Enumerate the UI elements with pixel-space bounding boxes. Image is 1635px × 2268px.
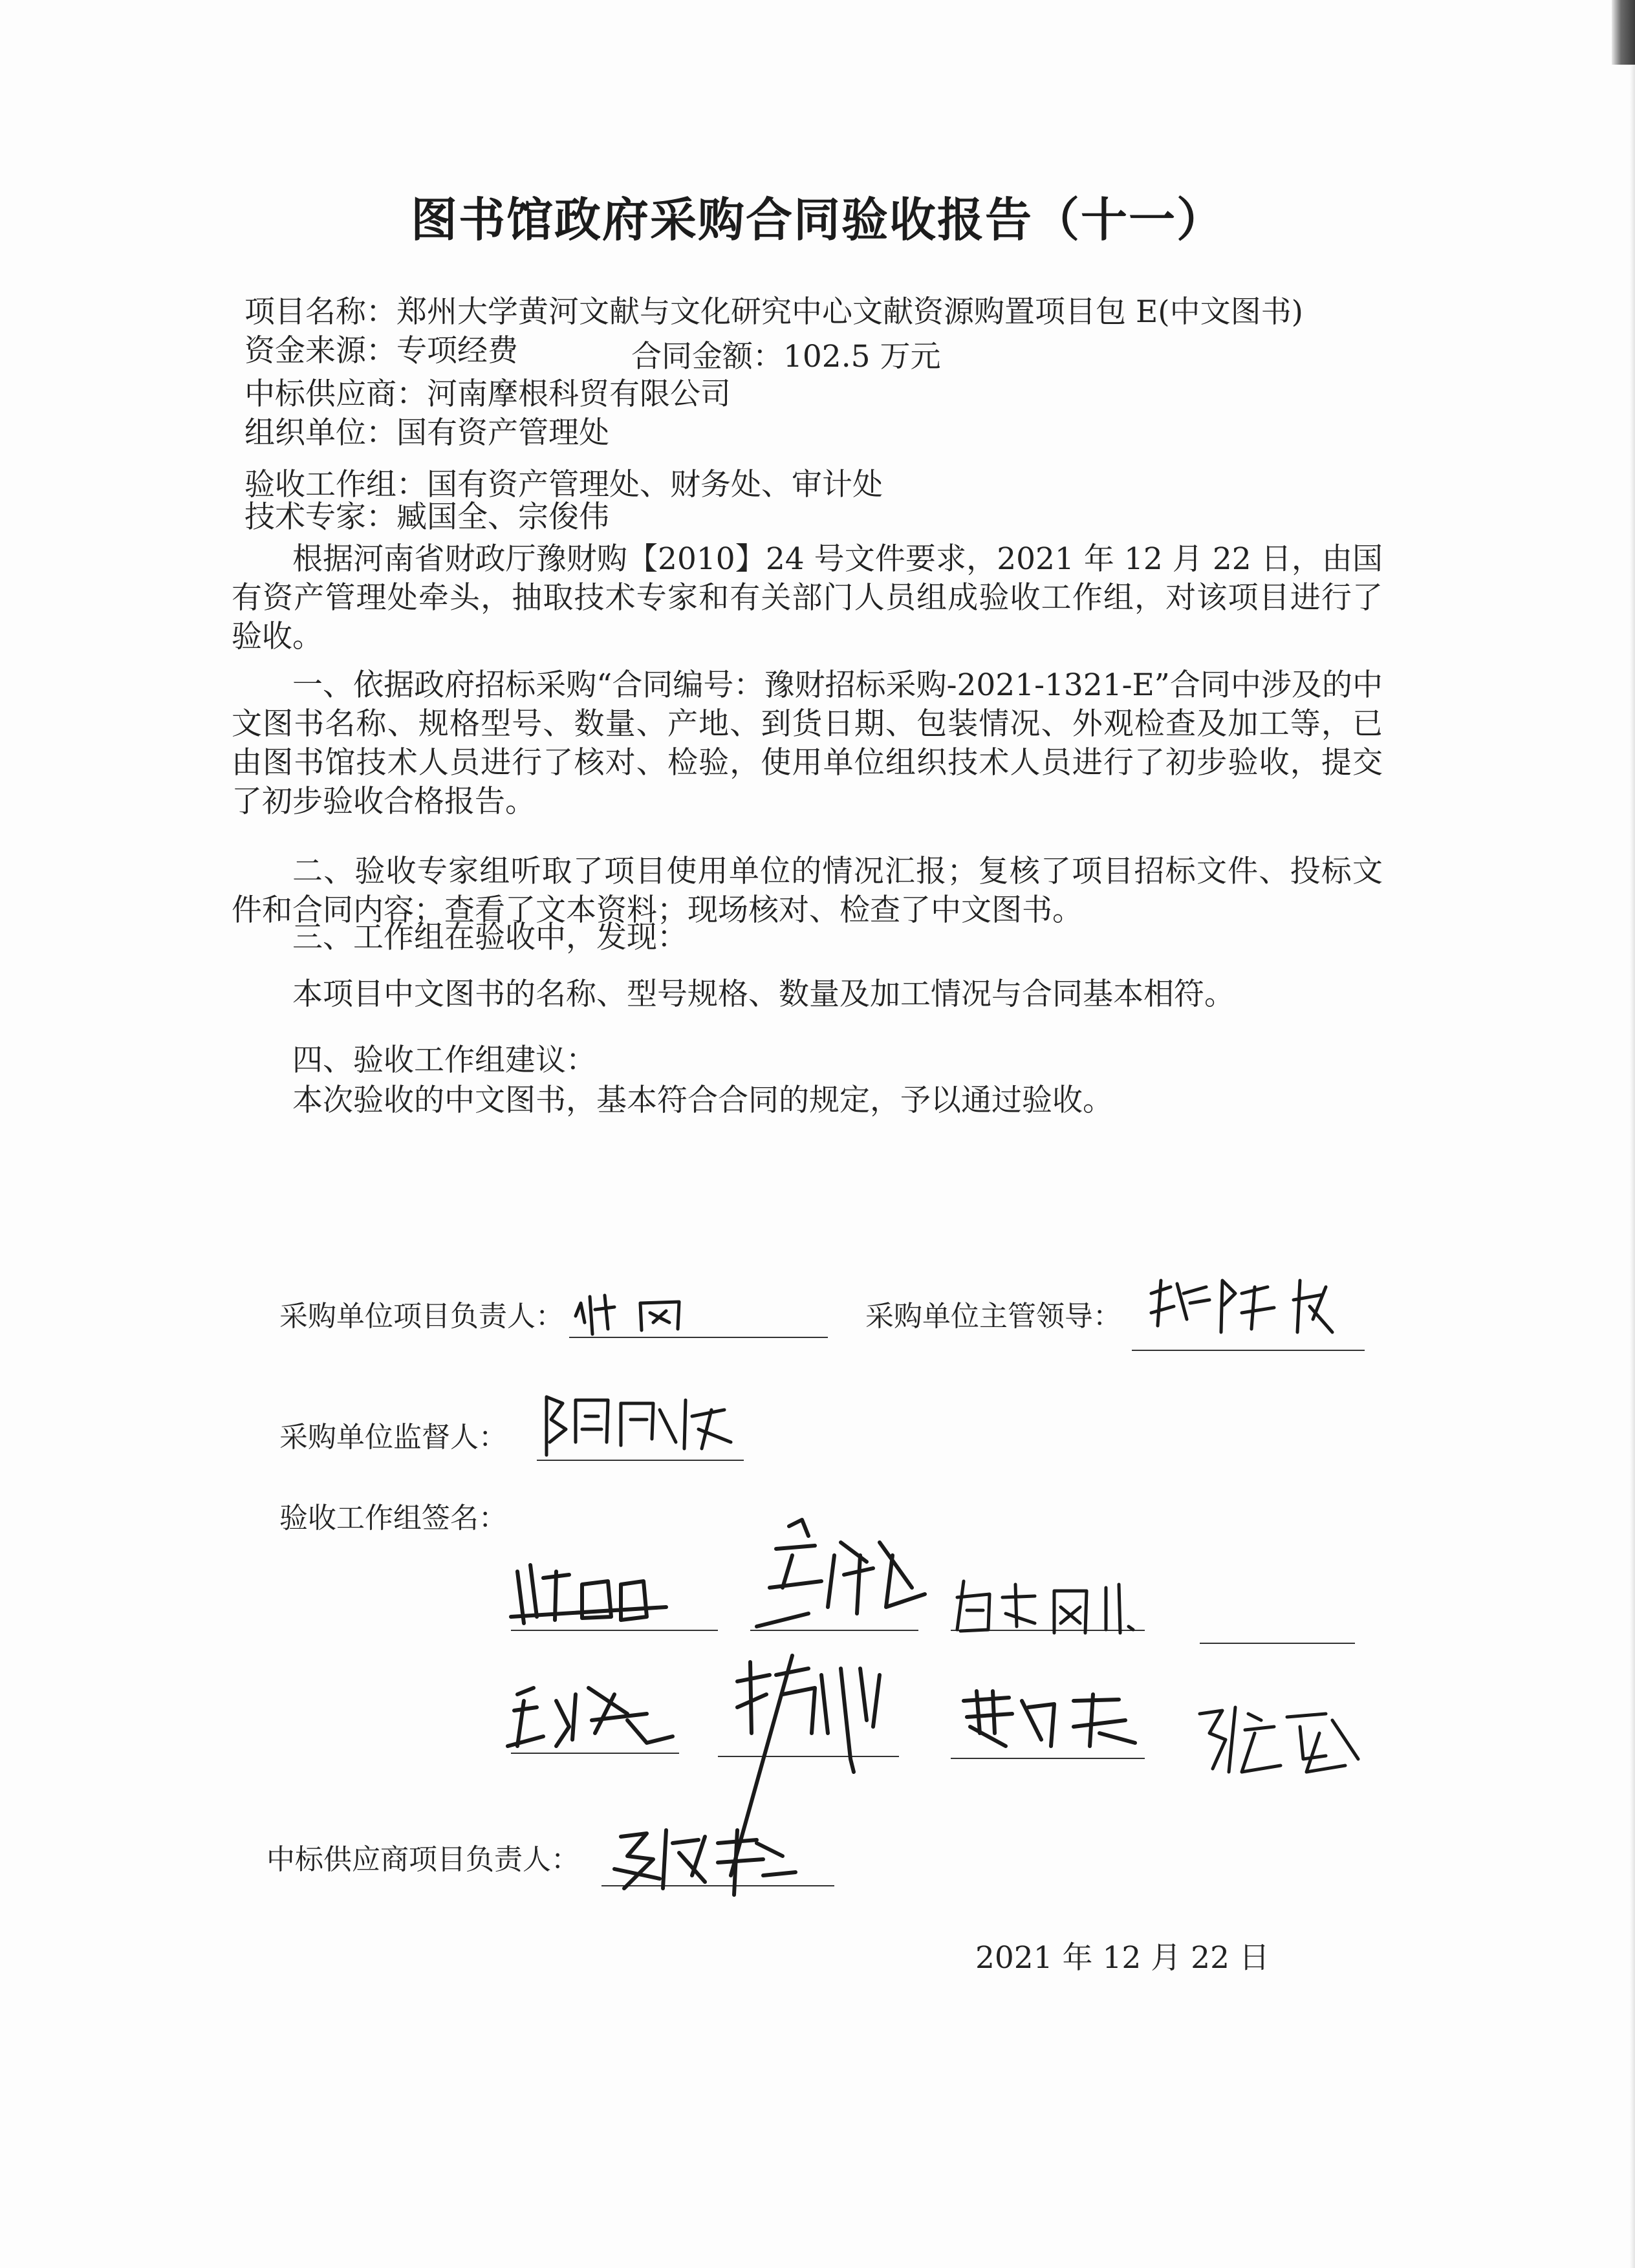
supervisor-leader-signature — [1145, 1268, 1365, 1352]
section-3-body: 本项目中文图书的名称、型号规格、数量及加工情况与合同基本相符。 — [292, 977, 1235, 1012]
project-leader-label: 采购单位项目负责人： — [279, 1300, 564, 1333]
group-signature-3 — [944, 1571, 1158, 1643]
group-signature-1 — [504, 1546, 718, 1636]
group-signature-2 — [731, 1517, 938, 1639]
acceptance-group: 验收工作组：国有资产管理处、财务处、审计处 — [244, 467, 883, 502]
scan-edge-shadow — [1630, 65, 1635, 2268]
group-signature-line-4 — [1200, 1643, 1355, 1644]
section-1-paragraph: 一、依据政府招标采购“合同编号：豫财招标采购-2021-1321-E”合同中涉及的中文图书名称、规格型号、数量、产地、到货日期、包装情况、外观检查及加工等，已由图书馆技术人员进行了核对、检验，使用单位组织技术人员进行了初步验收，提交了初步验收合格报告。 — [232, 667, 1383, 819]
fund-source: 资金来源：专项经费 — [244, 333, 518, 369]
monitor-label: 采购单位监督人： — [279, 1421, 507, 1454]
group-sign-label: 验收工作组签名： — [279, 1502, 507, 1535]
technical-experts: 技术专家：臧国全、宗俊伟 — [244, 499, 609, 535]
supplier-leader-label: 中标供应商项目负责人： — [266, 1843, 579, 1876]
group-signature-7 — [951, 1681, 1145, 1759]
section-3-heading: 三、工作组在验收中，发现： — [292, 920, 688, 955]
section-4-body: 本次验收的中文图书，基本符合合同的规定，予以通过验收。 — [292, 1083, 1113, 1118]
project-name: 项目名称：郑州大学黄河文献与文化研究中心文献资源购置项目包 E(中文图书) — [244, 294, 1303, 330]
monitor-signature — [537, 1384, 757, 1468]
project-leader-signature — [569, 1284, 763, 1342]
organizer: 组织单位：国有资产管理处 — [244, 415, 609, 451]
supplier: 中标供应商：河南摩根科贸有限公司 — [244, 376, 731, 412]
group-signature-8 — [1190, 1694, 1371, 1785]
group-signature-5 — [498, 1675, 692, 1759]
intro-paragraph: 根据河南省财政厅豫财购【2010】24 号文件要求，2021 年 12 月 22 日，由国有资产管理处牵头，抽取技术专家和有关部门人员组成验收工作组，对该项目进行了验收。 — [232, 541, 1383, 654]
scan-edge-mark — [1612, 0, 1635, 65]
supervisor-leader-label: 采购单位主管领导： — [865, 1300, 1121, 1333]
section-4-heading: 四、验收工作组建议： — [292, 1042, 596, 1078]
supplier-leader-signature — [608, 1817, 828, 1901]
document-title: 图书馆政府采购合同验收报告（十一） — [410, 192, 1224, 247]
section-2-paragraph: 二、验收专家组听取了项目使用单位的情况汇报；复核了项目招标文件、投标文件和合同内容；查看了文本资料；现场核对、检查了中文图书。 — [232, 854, 1383, 928]
report-date: 2021 年 12 月 22 日 — [975, 1940, 1270, 1976]
contract-amount: 合同金额：102.5 万元 — [631, 339, 941, 374]
